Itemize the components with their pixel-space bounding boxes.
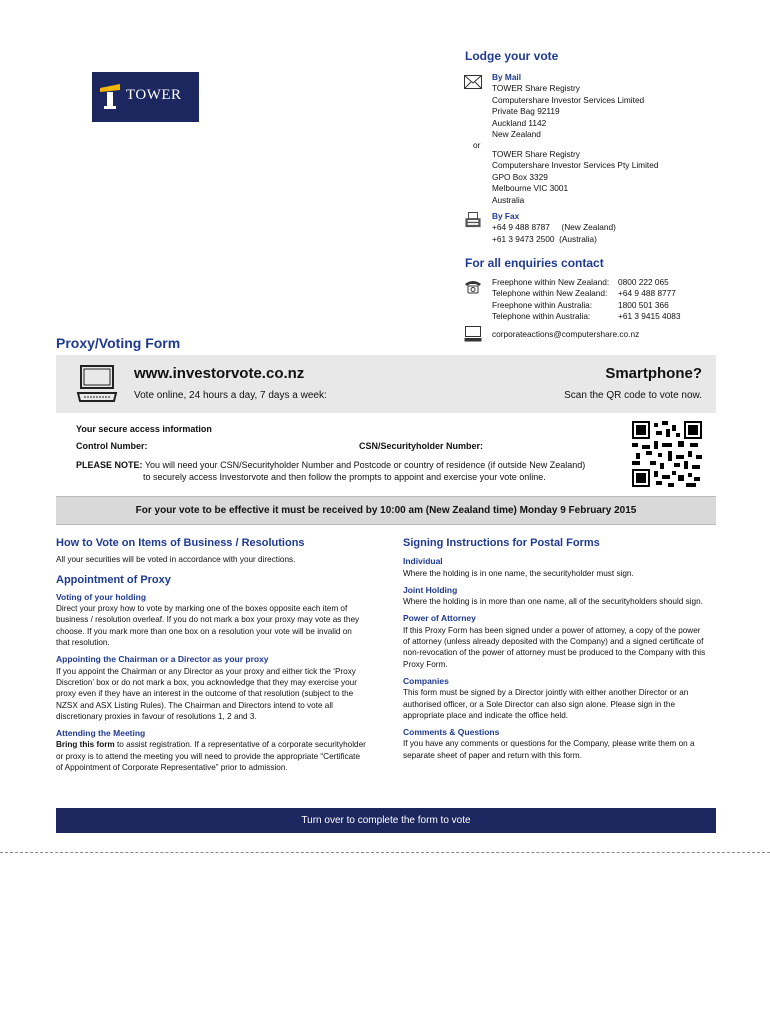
enquiries-table <box>492 277 681 322</box>
voting-holding-heading: Voting of your holding <box>56 591 147 602</box>
joint-holding-text: Where the holding is in more than one name, all of the securityholders should sign. <box>403 597 703 607</box>
lodge-title: Lodge your vote <box>465 49 559 63</box>
enquiry-label: Telephone within Australia: <box>492 310 591 321</box>
comments-questions-heading: Comments & Questions <box>403 727 500 738</box>
mail-line: New Zealand <box>492 129 541 140</box>
mail-line: Australia <box>492 194 525 205</box>
enquiry-label: Telephone within New Zealand: <box>492 288 608 299</box>
control-number-label: Control Number: <box>76 441 148 451</box>
mail-block <box>492 72 692 140</box>
joint-holding-heading: Joint Holding <box>403 584 458 595</box>
or-text: or <box>473 140 481 150</box>
mail-line: Auckland 1142 <box>492 117 547 128</box>
power-of-attorney-text: If this Proxy Form has been signed under a power of attorney, a copy of the power of attorney (unless already deposited with the Company) and a signed certificate of non-revocation of the power of attorney must be produced to the Company with this Proxy Form. <box>403 625 706 669</box>
mail-block-2 <box>492 149 712 206</box>
appointment-heading: Appointment of Proxy <box>56 573 171 586</box>
by-fax-label: By Fax <box>492 211 520 221</box>
how-to-vote-heading: How to Vote on Items of Business / Resolutions <box>56 537 305 549</box>
bring-form-text: Bring this form <box>56 740 115 750</box>
fax-block <box>492 211 692 245</box>
logo-text: TOWER <box>126 87 182 103</box>
scan-qr-text: Scan the QR code to vote now. <box>564 390 702 401</box>
mail-line: Private Bag 92119 <box>492 106 560 117</box>
enquiries-title: For all enquiries contact <box>465 256 604 270</box>
online-vote-box <box>56 355 716 413</box>
by-mail-label: By Mail <box>492 72 522 82</box>
attending-meeting-paragraph <box>56 739 366 773</box>
enquiry-row <box>492 288 681 299</box>
please-note-line2: to securely access Investorvote and then follow the prompts to appoint and exercise your vote online. <box>143 472 546 482</box>
enquiry-value: 1800 501 366 <box>618 299 669 310</box>
please-note-text: You will need your CSN/Securityholder Number and Postcode or country of residence (if outside New Zealand) <box>142 460 586 470</box>
fax-line: +64 9 488 8787 (New Zealand) <box>492 222 616 233</box>
attending-meeting-text: to assist registration. If a representative of a corporate securityholder or proxy is to attend the meeting you will need to provide the appropriate “Certificate of Appointment of Corporate Representative” prior to admission. <box>56 740 366 773</box>
mail-line: Melbourne VIC 3001 <box>492 183 569 194</box>
left-column <box>56 538 366 773</box>
enquiry-label: Freephone within New Zealand: <box>492 277 610 287</box>
qr-code-icon[interactable] <box>632 421 702 487</box>
please-note-label: PLEASE NOTE: <box>76 460 143 470</box>
turn-over-banner: Turn over to complete the form to vote <box>56 808 716 833</box>
how-to-vote-text: All your securities will be voted in accordance with your directions. <box>56 555 296 565</box>
enquiry-value: +64 9 488 8777 <box>618 288 676 299</box>
tower-logo <box>92 72 199 122</box>
appointing-chairman-text: If you appoint the Chairman or any Director as your proxy and either tick the ‘Proxy Discretion’ box or do not mark a box, you acknowledge that they may exercise your proxy even if they have an interest in the outcome of that resolution (subject to the NZSX and ASX Listing Rules). The Chairman and Directors intend to vote all discretionary proxies in favour of resolutions 1, 2 and 3. <box>56 666 357 721</box>
right-column <box>403 538 708 761</box>
investorvote-url[interactable]: www.investorvote.co.nz <box>134 365 305 382</box>
telephone-icon <box>464 279 482 295</box>
power-of-attorney-heading: Power of Attorney <box>403 613 476 624</box>
voting-holding-text: Direct your proxy how to vote by marking one of the boxes opposite each item of business / resolution overleaf. If you do not mark a box your proxy may vote as they choose. If you mark more than one box on a resolution your vote will be invalid on that resolution. <box>56 604 360 648</box>
computer-icon <box>464 326 482 342</box>
tower-mark-icon <box>100 84 120 110</box>
access-info <box>76 424 636 483</box>
enquiry-value: +61 3 9415 4083 <box>618 310 681 321</box>
enquiry-row <box>492 311 681 322</box>
enquiry-email[interactable]: corporateactions@computershare.co.nz <box>492 329 640 339</box>
enquiry-row <box>492 300 681 311</box>
envelope-icon <box>464 74 482 90</box>
laptop-icon <box>76 365 118 403</box>
individual-text: Where the holding is in one name, the securityholder must sign. <box>403 568 634 578</box>
fax-line: +61 3 9473 2500 (Australia) <box>492 233 597 244</box>
enquiry-value: 0800 222 065 <box>618 277 669 287</box>
proxy-voting-title: Proxy/Voting Form <box>56 335 181 351</box>
companies-heading: Companies <box>403 675 449 686</box>
companies-text: This form must be signed by a Director jointly with either another Director or an authorised officer, or a Sole Director can also sign alone. Please sign in the appropriate place and indicate the office held. <box>403 688 689 720</box>
mail-line: TOWER Share Registry <box>492 83 580 94</box>
signing-instructions-heading: Signing Instructions for Postal Forms <box>403 537 600 549</box>
csn-label: CSN/Securityholder Number: <box>359 441 484 451</box>
enquiry-row <box>492 277 681 288</box>
tear-off-line <box>0 852 770 853</box>
appointing-chairman-heading: Appointing the Chairman or a Director as your proxy <box>56 654 269 665</box>
mail-line: GPO Box 3329 <box>492 171 548 182</box>
access-title: Your secure access information <box>76 424 212 434</box>
deadline-banner: For your vote to be effective it must be received by 10:00 am (New Zealand time) Monday 9 February 2015 <box>56 496 716 525</box>
smartphone-heading: Smartphone? <box>605 365 702 382</box>
fax-icon <box>464 212 482 228</box>
enquiry-label: Freephone within Australia: <box>492 299 593 310</box>
mail-line: TOWER Share Registry <box>492 149 580 159</box>
mail-line: Computershare Investor Services Limited <box>492 94 645 105</box>
individual-heading: Individual <box>403 556 443 567</box>
attending-meeting-heading: Attending the Meeting <box>56 728 146 739</box>
mail-line: Computershare Investor Services Pty Limited <box>492 160 659 171</box>
vote-online-text: Vote online, 24 hours a day, 7 days a week: <box>134 390 327 401</box>
comments-questions-text: If you have any comments or questions for the Company, please write them on a separate sheet of paper and return with this form. <box>403 739 695 760</box>
